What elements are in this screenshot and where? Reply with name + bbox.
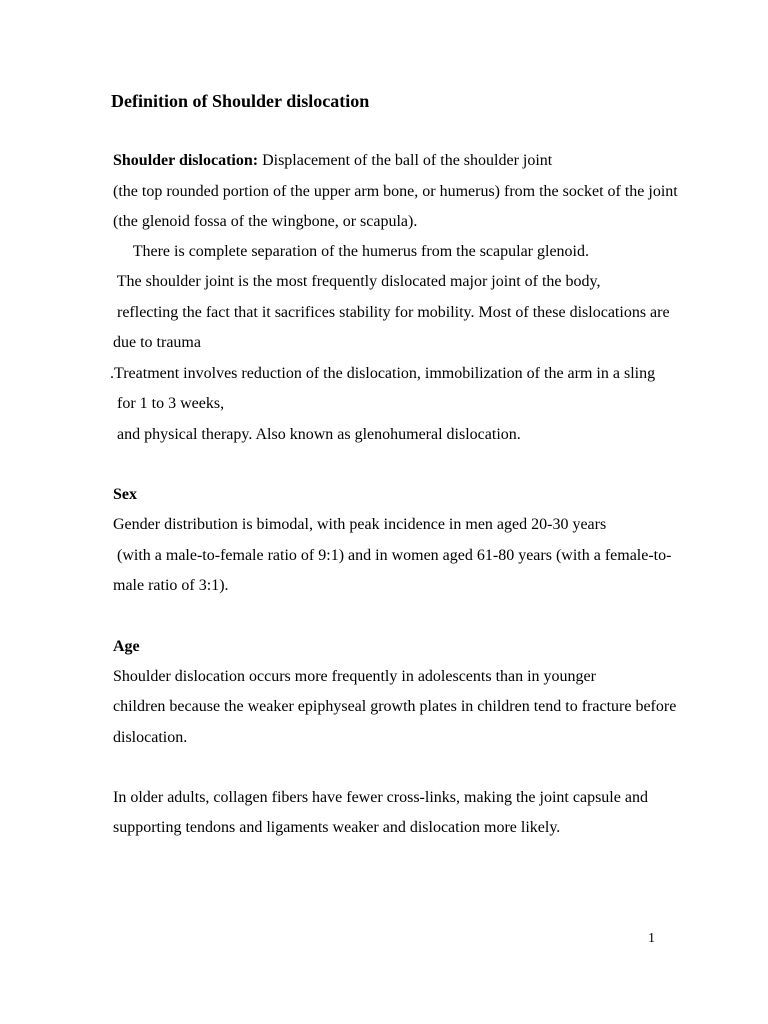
- age-line-1: Shoulder dislocation occurs more frequently in adolescents than in younger: [113, 668, 596, 685]
- sex-line-2: (with a male-to-female ratio of 9:1) and in women aged 61-80 years (with a female-to-: [113, 547, 672, 564]
- definition-line-5: The shoulder joint is the most frequently dislocated major joint of the body,: [113, 273, 601, 290]
- definition-line-7: due to trauma: [113, 334, 201, 351]
- definition-term: Shoulder dislocation:: [113, 152, 259, 169]
- age-paragraph2-line-2: supporting tendons and ligaments weaker and dislocation more likely.: [113, 819, 561, 836]
- definition-line-3: (the glenoid fossa of the wingbone, or scapula).: [113, 213, 418, 230]
- page-number: 1: [648, 931, 655, 946]
- definition-line-4: There is complete separation of the humerus from the scapular glenoid.: [113, 243, 589, 260]
- page-title: Definition of Shoulder dislocation: [111, 91, 370, 111]
- sex-heading: Sex: [113, 486, 137, 503]
- definition-text: Displacement of the ball of the shoulder joint: [258, 152, 553, 169]
- definition-line-10: and physical therapy. Also known as glenohumeral dislocation.: [113, 426, 521, 443]
- sex-line-3: male ratio of 3:1).: [113, 577, 229, 594]
- definition-line-2: (the top rounded portion of the upper arm bone, or humerus) from the socket of the joint: [113, 183, 678, 200]
- definition-line-1: [113, 151, 552, 171]
- sex-line-1: Gender distribution is bimodal, with peak incidence in men aged 20-30 years: [113, 516, 607, 533]
- age-line-2: children because the weaker epiphyseal growth plates in children tend to fracture before: [113, 698, 677, 715]
- age-heading: Age: [113, 638, 140, 655]
- definition-line-8: .Treatment involves reduction of the dislocation, immobilization of the arm in a sling: [110, 365, 656, 382]
- age-line-3: dislocation.: [113, 729, 188, 746]
- definition-line-9: for 1 to 3 weeks,: [113, 395, 225, 412]
- definition-line-6: reflecting the fact that it sacrifices stability for mobility. Most of these dislocations are: [113, 304, 670, 321]
- age-paragraph2-line-1: In older adults, collagen fibers have fewer cross-links, making the joint capsule and: [113, 789, 648, 806]
